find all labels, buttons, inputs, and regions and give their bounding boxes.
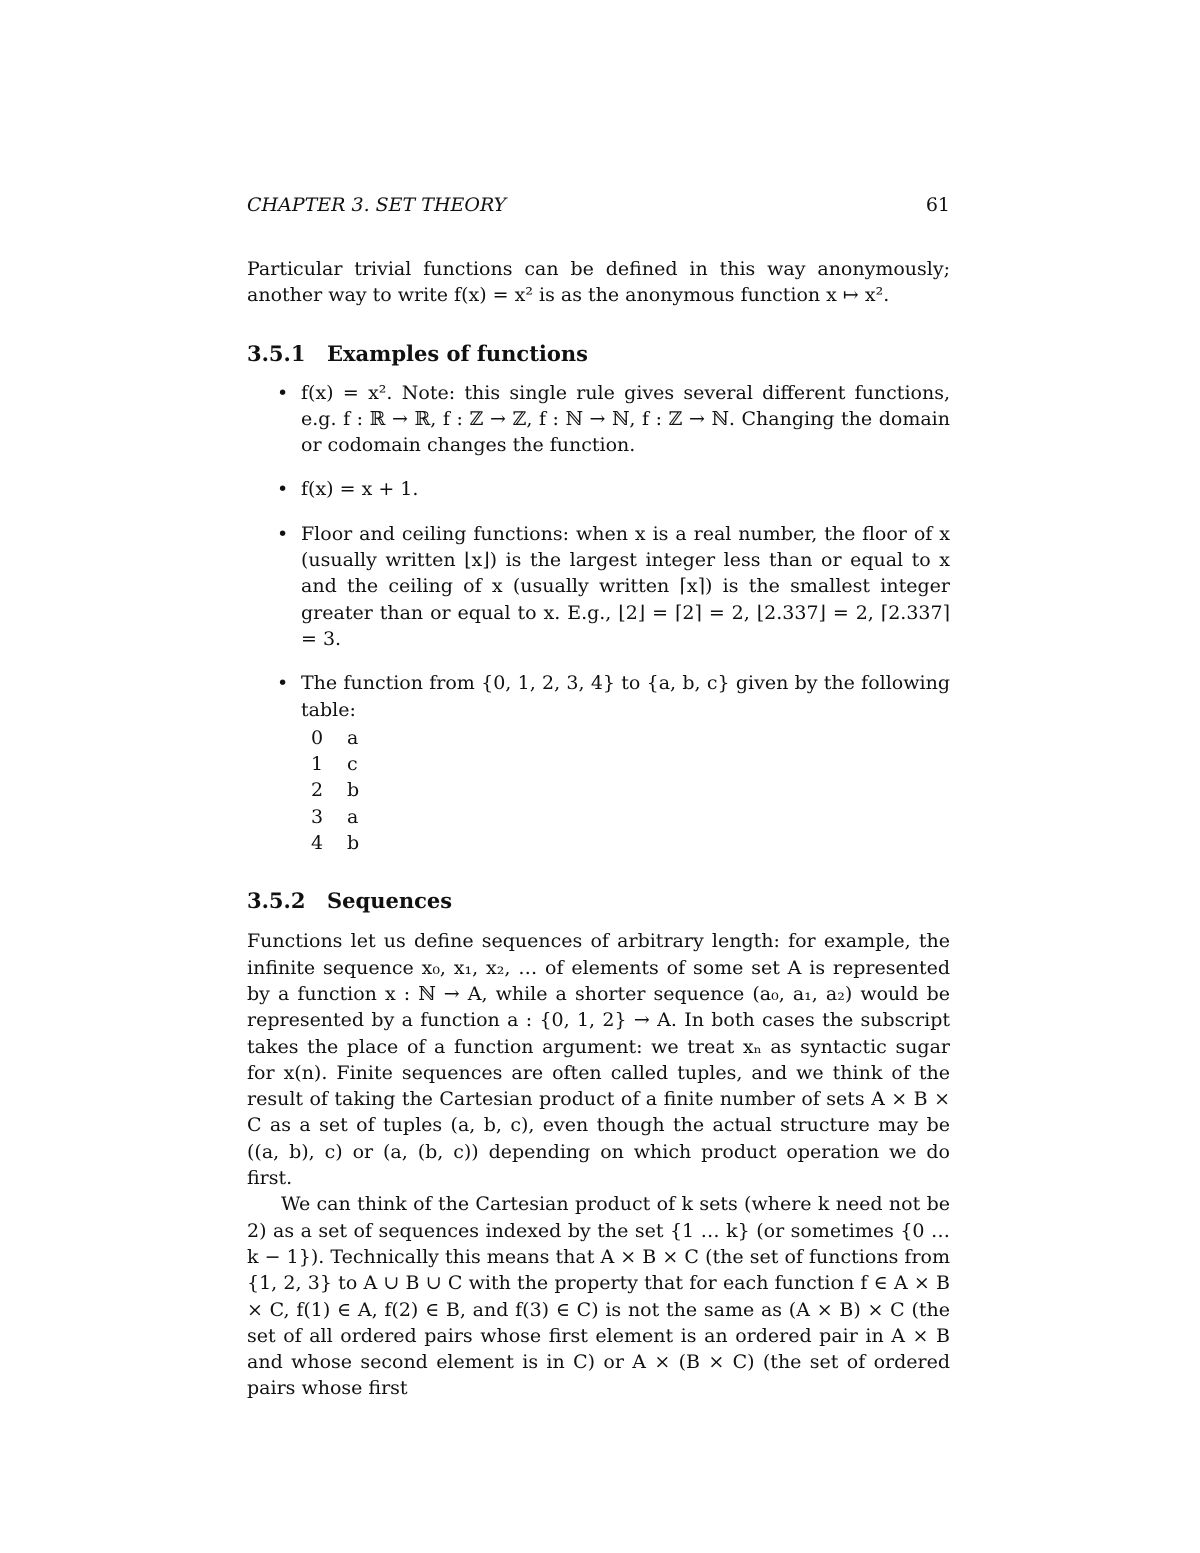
table-cell-input: 2	[311, 779, 324, 802]
running-head	[247, 190, 950, 220]
examples-list	[247, 380, 950, 857]
table-cell-output: b	[347, 832, 360, 855]
table-cell-input: 3	[311, 805, 324, 828]
list-item	[247, 476, 950, 502]
table-row	[301, 725, 359, 751]
section-title: Sequences	[327, 888, 453, 914]
table-row	[301, 804, 359, 830]
section-number: 3.5.1	[247, 340, 306, 366]
section-title: Examples of functions	[327, 340, 588, 366]
table-cell-output: b	[347, 779, 360, 802]
table-cell-output: c	[347, 753, 358, 776]
list-item-text: Floor and ceiling functions: when x is a real number, the floor of x (usually written ⌊x⌋) is the largest integer less than or equal to x and the ceiling of x (usually written ⌈x⌉) is the smallest integer greater than or equal to x. E.g., ⌊2⌋ = ⌈2⌉ = 2, ⌊2.337⌋ = 2, ⌈2.337⌉ = 3.	[301, 522, 950, 650]
bullet-icon: •	[277, 522, 289, 545]
list-item	[247, 670, 950, 856]
list-item	[247, 521, 950, 652]
table-cell-output: a	[347, 726, 359, 749]
table-cell-output: a	[347, 805, 359, 828]
section-number: 3.5.2	[247, 888, 306, 914]
sequences-paragraph-1: Functions let us define sequences of arbitrary length: for example, the infinite sequence x₀, x₁, x₂, … of elements of some set A is represented by a function x : ℕ → A, while a shorter sequence (a₀, a₁, a₂) would be represented by a function a : {0, 1, 2} → A. In both cases the subscript takes the place of a function argument: we treat xₙ as syntactic sugar for x(n). Finite sequences are often called tuples, and we think of the result of taking the Cartesian product of a finite number of sets A × B × C as a set of tuples (a, b, c), even though the actual structure may be ((a, b), c) or (a, (b, c)) depending on which product operation we do first.	[247, 930, 950, 1190]
table-cell-input: 4	[311, 832, 324, 855]
bullet-icon: •	[277, 672, 289, 695]
sequences-paragraph-2: We can think of the Cartesian product of k sets (where k need not be 2) as a set of sequences indexed by the set {1 … k} (or sometimes {0 … k − 1}). Technically this means that A × B × C (the set of functions from {1, 2, 3} to A ∪ B ∪ C with the property that for each function f ∈ A × B × C, f(1) ∈ A, f(2) ∈ B, and f(3) ∈ C) is not the same as (A × B) × C (the set of all ordered pairs whose first element is an ordered pair in A × B and whose second element is in C) or A × (B × C) (the set of ordered pairs whose first	[247, 1193, 950, 1400]
list-item-text: The function from {0, 1, 2, 3, 4} to {a, b, c} given by the following table:	[301, 672, 950, 721]
intro-paragraph: Particular trivial functions can be defined in this way anonymously; another way to write f(x) = x² is as the anonymous function x ↦ x².	[247, 258, 950, 307]
table-row	[301, 830, 359, 856]
list-item-text: f(x) = x + 1.	[301, 478, 419, 501]
list-item	[247, 380, 950, 459]
function-table	[301, 725, 359, 856]
table-cell-input: 0	[311, 726, 324, 749]
bullet-icon: •	[277, 478, 289, 501]
section-heading-examples	[247, 340, 950, 368]
table-row	[301, 751, 359, 777]
running-title: CHAPTER 3. SET THEORY	[247, 194, 507, 216]
page-number: 61	[925, 194, 950, 216]
table-row	[301, 777, 359, 803]
page	[247, 190, 950, 1402]
table-cell-input: 1	[311, 753, 324, 776]
list-item-text: f(x) = x². Note: this single rule gives several different functions, e.g. f : ℝ → ℝ, f : ℤ → ℤ, f : ℕ → ℕ, f : ℤ → ℕ. Changing the domain or codomain changes the function.	[301, 381, 950, 457]
section-heading-sequences	[247, 887, 950, 915]
bullet-icon: •	[277, 381, 289, 404]
